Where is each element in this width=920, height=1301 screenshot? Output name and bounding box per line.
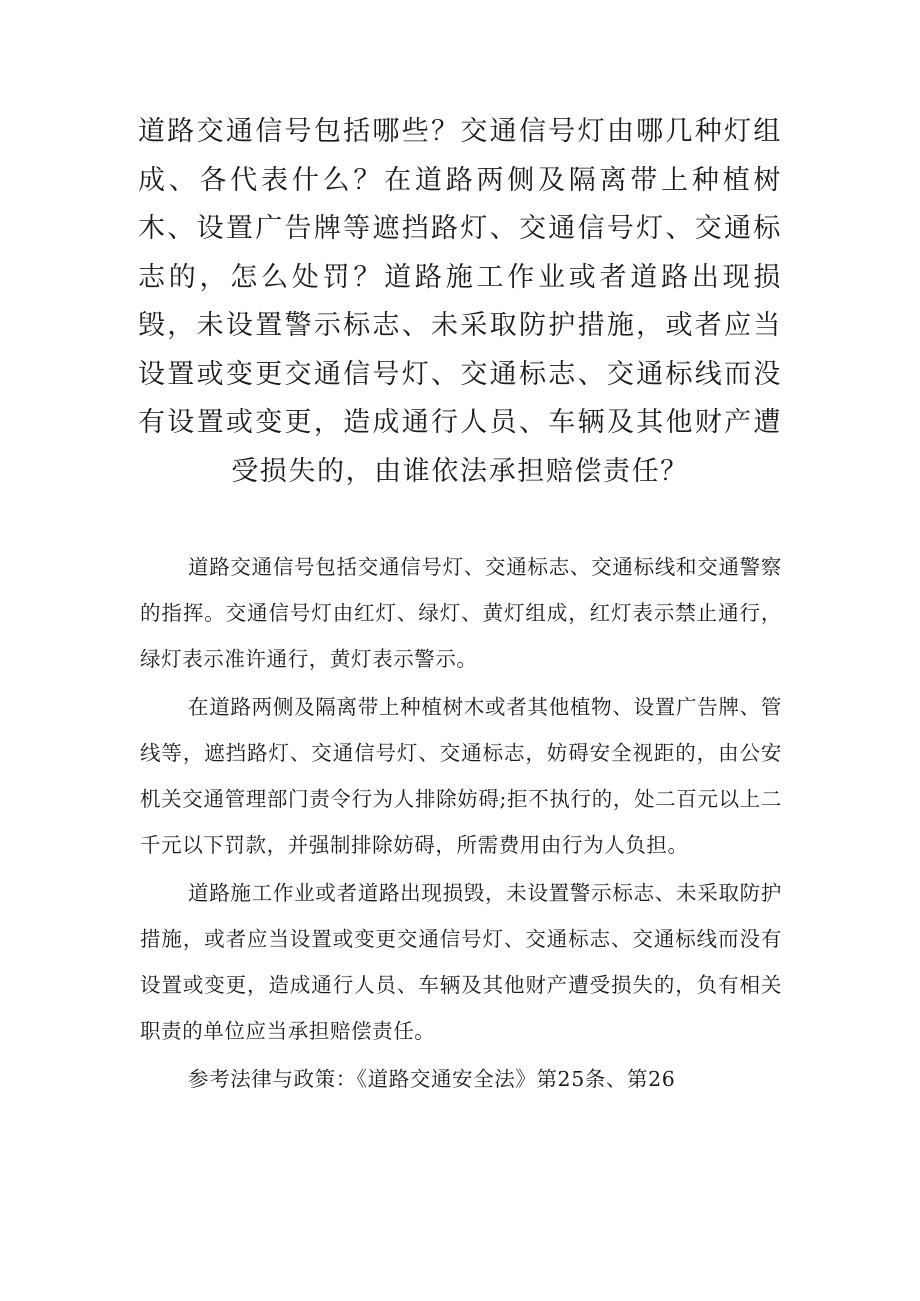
paragraph-liability: 道路施工作业或者道路出现损毁，未设置警示标志、未采取防护措施，或者应当设置或变更交通信号灯、交通标志、交通标线而没有设置或变更，造成通行人员、车辆及其他财产遭受损失的，负有相关职责的单位应当承担赔偿责任。 <box>140 881 782 1043</box>
paragraph-obstruction-penalty: 在道路两侧及隔离带上种植树木或者其他植物、设置广告牌、管线等，遮挡路灯、交通信号灯、交通标志，妨碍安全视距的，由公安机关交通管理部门责令行为人排除妨碍;拒不执行的，处二百元以上二千元以下罚款，并强制排除妨碍，所需费用由行为人负担。 <box>140 695 782 857</box>
document-title: 道路交通信号包括哪些？交通信号灯由哪几种灯组成、各代表什么？在道路两侧及隔离带上种植树木、设置广告牌等遮挡路灯、交通信号灯、交通标志的，怎么处罚？道路施工作业或者道路出现损毁，未设置警示标志、未采取防护措施，或者应当设置或变更交通信号灯、交通标志、交通标线而没有设置或变更，造成通行人员、车辆及其他财产遭受损失的，由谁依法承担赔偿责任？ <box>138 116 782 487</box>
paragraph-legal-reference: 参考法律与政策：《道路交通安全法》第25条、第26 <box>188 1067 676 1091</box>
document-body <box>140 544 782 1102</box>
paragraph-traffic-signals: 道路交通信号包括交通信号灯、交通标志、交通标线和交通警察的指挥。交通信号灯由红灯、绿灯、黄灯组成，红灯表示禁止通行，绿灯表示准许通行，黄灯表示警示。 <box>140 555 782 671</box>
